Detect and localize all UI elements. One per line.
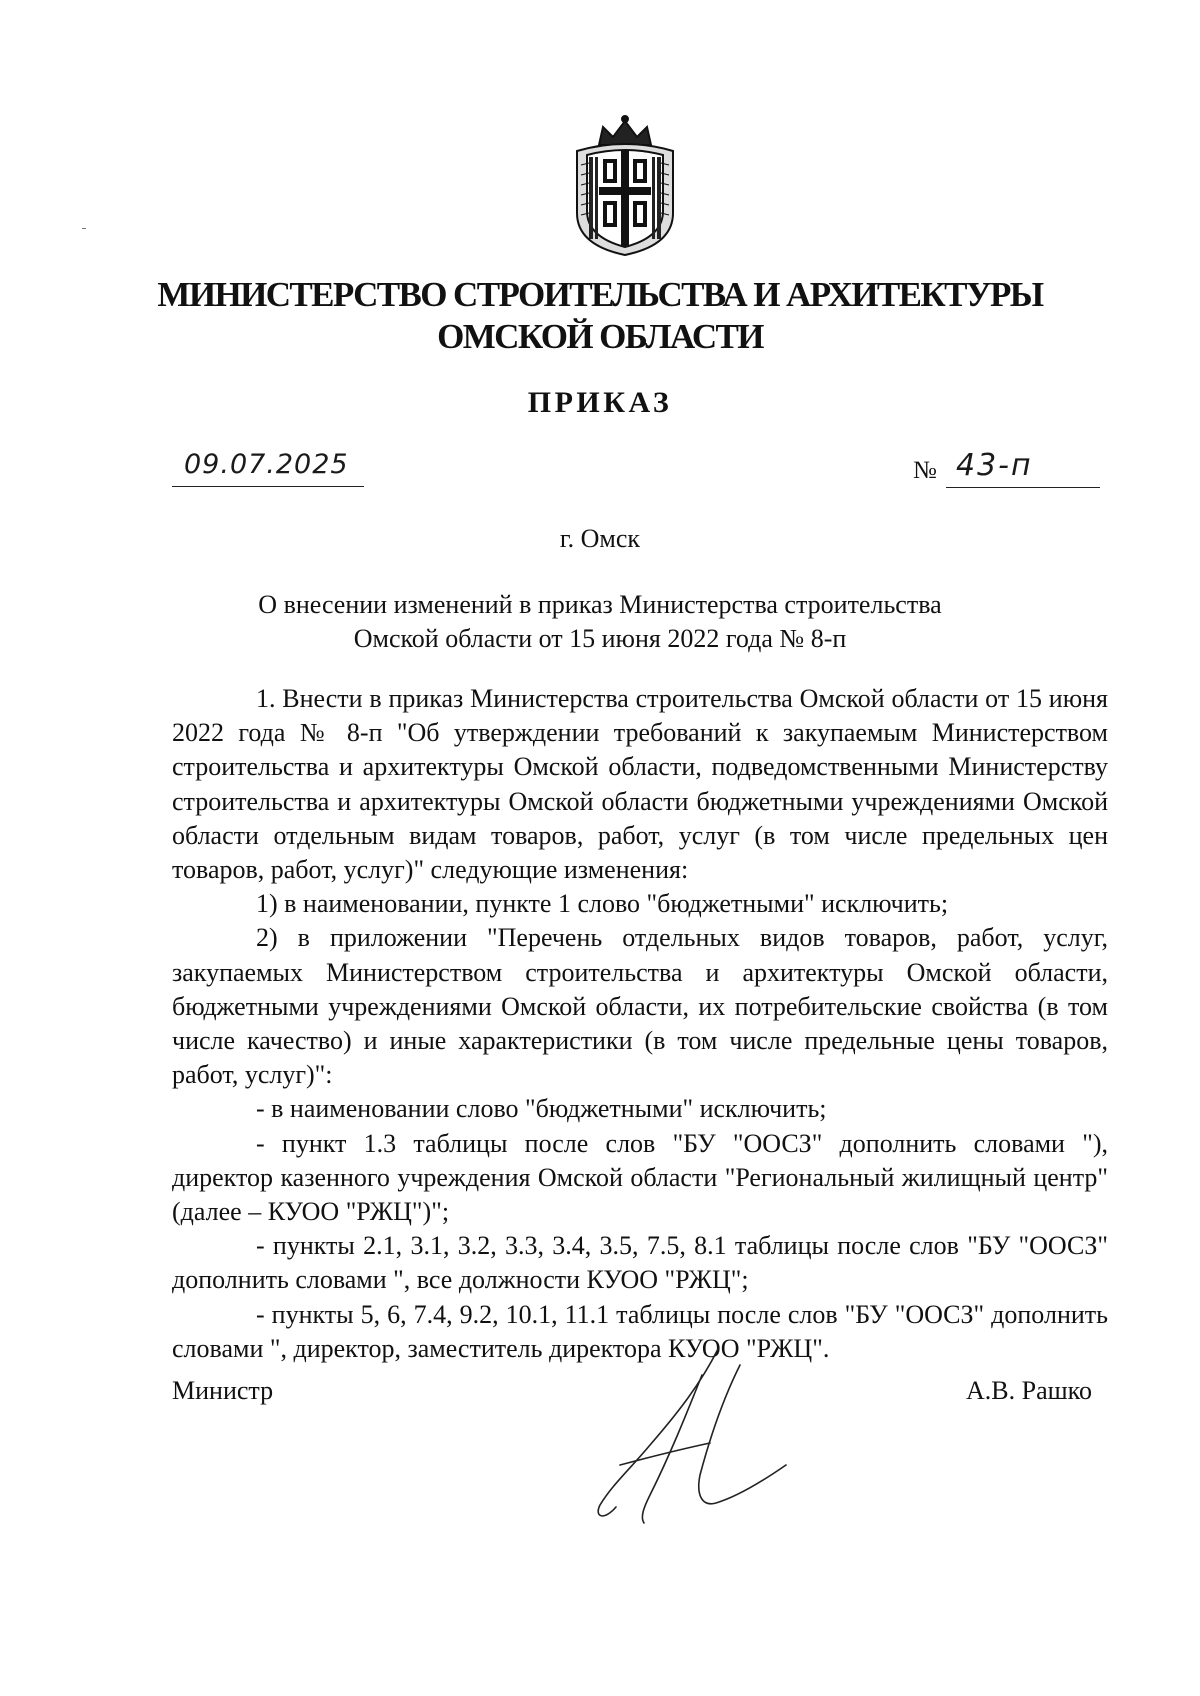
- city: г. Омск: [559, 524, 641, 553]
- paragraph-6: - пункты 2.1, 3.1, 3.2, 3.3, 3.4, 3.5, 7.5, 8.1 таблицы после слов "БУ "ООСЗ" дополнить словами ", все должности КУОО "РЖЦ";: [172, 1231, 1108, 1295]
- ministry-name-line1: МИНИСТЕРСТВО СТРОИТЕЛЬСТВА И АРХИТЕКТУРЫ: [157, 275, 1043, 314]
- subject-line1: О внесении изменений в приказ Министерства строительства: [258, 590, 942, 619]
- paragraph-5: - пункт 1.3 таблицы после слов "БУ "ООСЗ" дополнить словами "), директор казенного учреждения Омской области "Региональный жилищный центр" (далее – КУОО "РЖЦ")";: [172, 1128, 1108, 1227]
- paragraph-3: 2) в приложении "Перечень отдельных видов товаров, работ, услуг, закупаемых Министерством строительства и архитектуры Омской области, бюджетными учреждениями Омской области, их потребительские свойства (в том числе качество) и иные характеристики (в том числе предельные цены товаров, работ, услуг)":: [172, 923, 1108, 1090]
- handwritten-date: 09.07.2025: [184, 449, 349, 480]
- subject-line2: Омской области от 15 июня 2022 года № 8-п: [353, 624, 847, 653]
- handwritten-number: 43-п: [956, 448, 1033, 483]
- ministry-name-line2: ОМСКОЙ ОБЛАСТИ: [437, 317, 763, 356]
- document-type-title: ПРИКАЗ: [527, 386, 673, 419]
- paragraph-4: - в наименовании слово "бюджетными" исключить;: [256, 1094, 827, 1124]
- paragraph-1: 1. Внести в приказ Министерства строительства Омской области от 15 июня 2022 года № 8-п "Об утверждении требований к закупаемым Министерством строительства и архитектуры Омской области, подведомственными Министерству строительства и архитектуры Омской области бюджетными учреждениями Омской области отдельным видам товаров, работ, услуг (в том числе предельных цен товаров, работ, услуг)" следующие изменения:: [172, 684, 1108, 885]
- paragraph-7: - пункты 5, 6, 7.4, 9.2, 10.1, 11.1 таблицы после слов "БУ "ООСЗ" дополнить словами ", директор, заместитель директора КУОО "РЖЦ".: [172, 1299, 1108, 1363]
- signatory-name: А.В. Рашко: [966, 1376, 1092, 1405]
- number-sign: №: [913, 457, 937, 484]
- paragraph-2: 1) в наименовании, пункте 1 слово "бюджетными" исключить;: [256, 889, 949, 919]
- scan-speck: [82, 228, 86, 229]
- date-underline: [172, 486, 364, 487]
- document-subject: [0, 588, 1200, 656]
- handwritten-signature: [590, 1345, 805, 1530]
- number-underline: [946, 487, 1100, 488]
- coat-of-arms-emblem: [569, 115, 681, 257]
- signatory-position: Министр: [172, 1376, 274, 1405]
- document-body: [172, 682, 1108, 1366]
